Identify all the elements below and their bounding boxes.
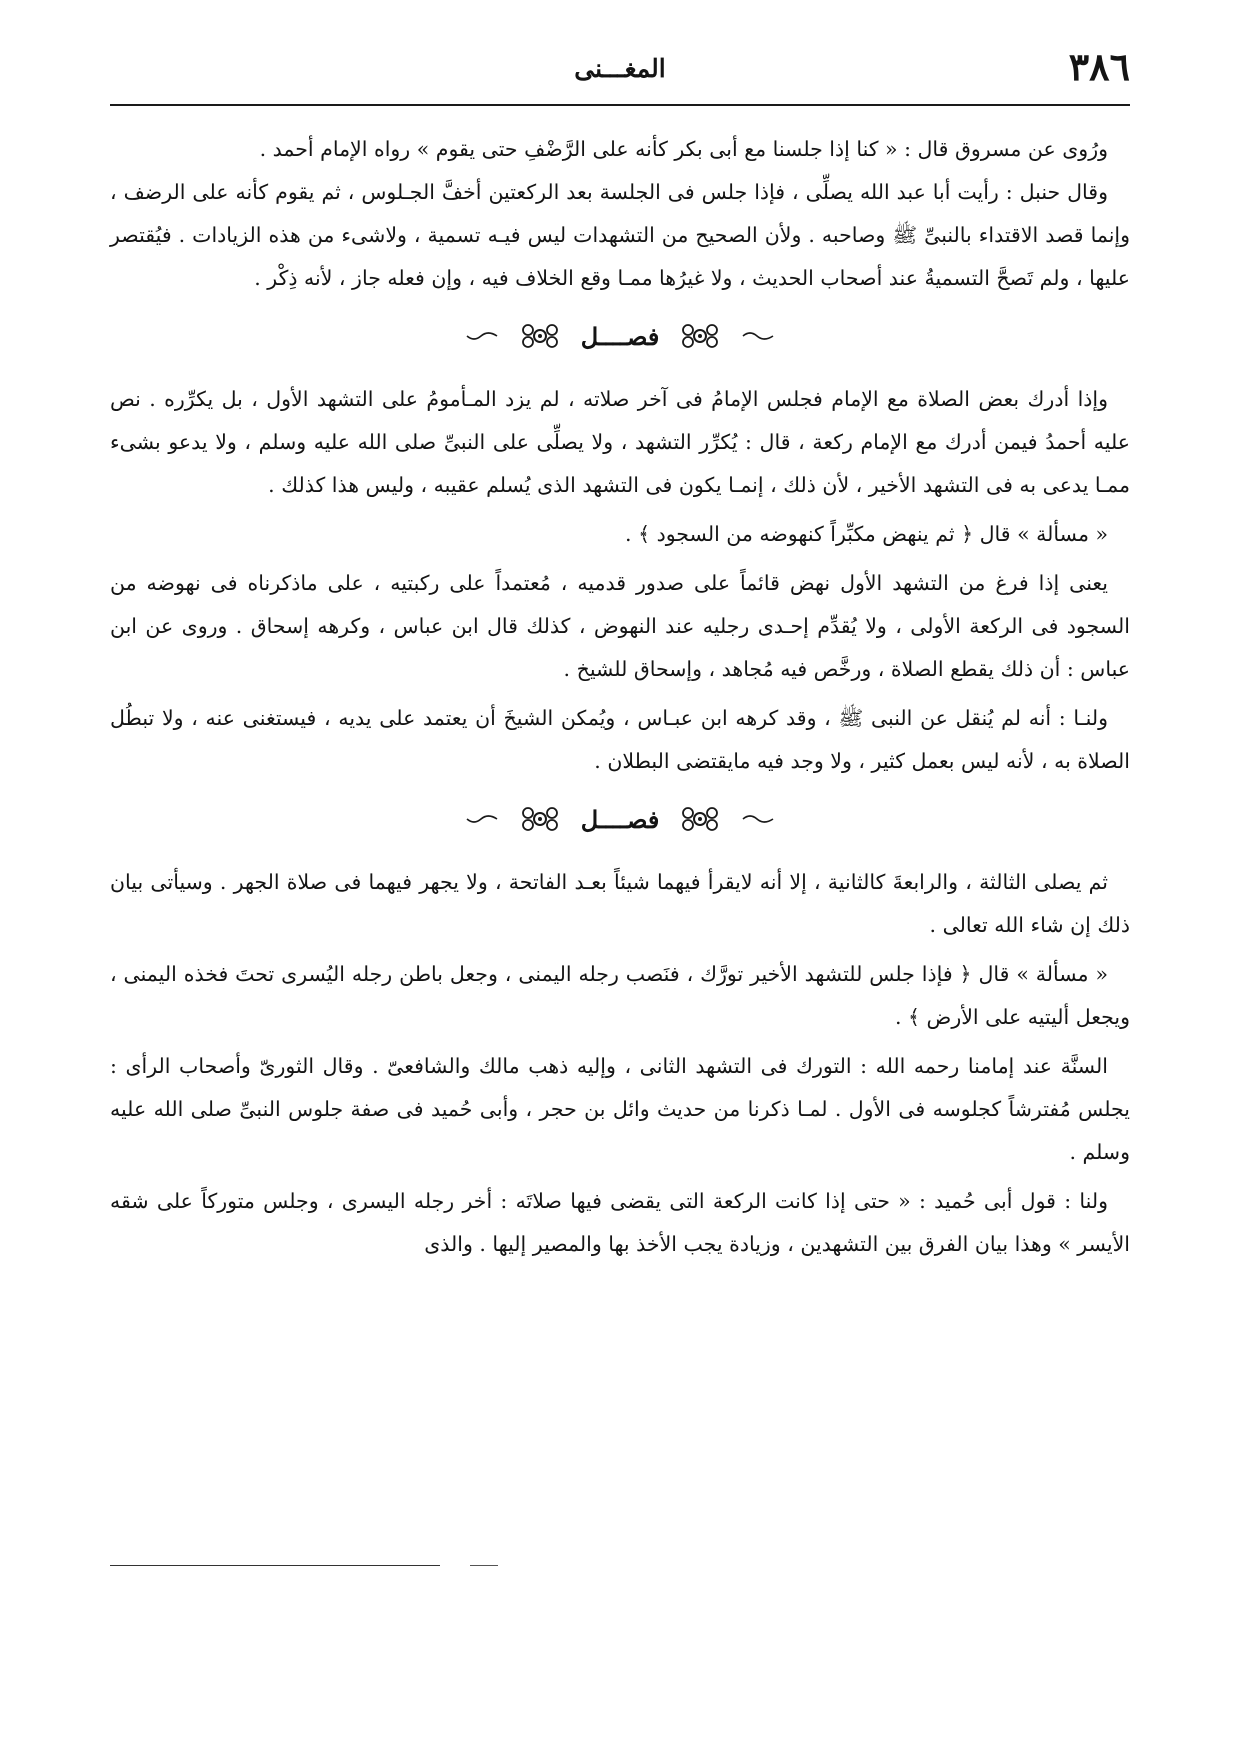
body-paragraph: يعنى إذا فرغ من التشهد الأول نهض قائماً على صدور قدميه ، مُعتمداً على ركبتيه ، على ماذكرناه فى نهوضه من السجود فى الركعة الأولى ، ولا يُقدِّم إحـدى رجليه عند النهوض ، كذلك قال ابن عباس ، وكرهه إسحاق . وروى عن ابن عباس : أن ذلك يقطع الصلاة ، ورخَّص فيه مُجاهد ، وإسحاق للشيخ . (110, 571, 1130, 681)
body-paragraph: وإذا أدرك بعض الصلاة مع الإمام فجلس الإمامُ فى آخر صلاته ، لم يزد المـأمومُ على التشهد الأول ، بل يكرِّره . نص عليه أحمدُ فيمن أدرك مع الإمام ركعة ، قال : يُكرِّر التشهد ، ولا يصلِّى على النبىِّ صلى الله عليه وسلم ، ولا يدعو بشىء ممـا يدعى به فى التشهد الأخير ، لأن ذلك ، إنمـا يكون فى التشهد الذى يُسلم عقيبه ، وليس هذا كذلك . (110, 387, 1130, 497)
section-heading-title: فصــــل (580, 804, 660, 834)
body-paragraph: السنَّة عند إمامنا رحمه الله : التورك فى التشهد الثانى ، وإليه ذهب مالك والشافعىّ . وقال الثورىّ وأصحاب الرأى : يجلس مُفترشاً كجلوسه فى الأول . لمـا ذكرنا من حديث وائل بن حجر ، وأبى حُميد فى صفة جلوس النبىِّ صلى الله عليه وسلم . (110, 1054, 1130, 1164)
page-body (110, 128, 1130, 1266)
floral-ornament-icon (517, 804, 563, 834)
section-heading (110, 789, 1130, 849)
section-heading-title: فصــــل (580, 321, 660, 351)
body-paragraph: ولنـا : أنه لم يُنقل عن النبى ﷺ ، وقد كرهه ابن عبـاس ، ويُمكن الشيخَ أن يعتمد على يديه ، فيستغنى عنه ، ولا تبطُل الصلاة به ، لأنه ليس بعمل كثير ، ولا وجد فيه مايقتضى البطلان . (110, 706, 1130, 773)
section-heading (110, 306, 1130, 366)
floral-ornament-icon (677, 804, 723, 834)
ornament-tail-icon (741, 812, 775, 826)
page-number: ٣٨٦ (1068, 44, 1130, 89)
body-paragraph: وقال حنبل : رأيت أبا عبد الله يصلِّى ، فإذا جلس فى الجلسة بعد الركعتين أخفَّ الجـلوس ، ثم يقوم كأنه على الرضف ، وإنما قصد الاقتداء بالنبىِّ ﷺ وصاحبه . ولأن الصحيح من التشهدات ليس فيـه تسمية ، ولاشىء من هذه الزيادات . فيُقتصر عليها ، ولم تَصحَّ التسميةُ عند أصحاب الحديث ، ولا غيرُها ممـا وقع الخلاف فيه ، وإن فعله جاز ، لأنه ذِكْر . (110, 180, 1130, 290)
floral-ornament-icon (677, 321, 723, 351)
body-paragraph: ولنا : قول أبى حُميد : « حتى إذا كانت الركعة التى يقضى فيها صلاتَه : أخر رجله اليسرى ، وجلس متوركاً على شقه الأيسر » وهذا بيان الفرق بين التشهدين ، وزيادة يجب الأخذ بها والمصير إليها . والذى (110, 1189, 1130, 1256)
footnote-rule (110, 1565, 440, 1566)
floral-ornament-icon (517, 321, 563, 351)
running-title: المغـــنى (574, 54, 666, 83)
ornament-tail-icon (741, 329, 775, 343)
body-paragraph: ثم يصلى الثالثة ، والرابعةَ كالثانية ، إلا أنه لايقرأ فيهما شيئاً بعـد الفاتحة ، ولا يجهر فيهما فى صلاة الجهر . وسيأتى بيان ذلك إن شاء الله تعالى . (110, 870, 1130, 937)
body-paragraph: « مسألة » قال ﴿ فإذا جلس للتشهد الأخير تورَّك ، فنَصب رجله اليمنى ، وجعل باطن رجله اليُسرى تحتَ فخذه اليمنى ، ويجعل أليتيه على الأرض ﴾ . (110, 962, 1130, 1029)
body-paragraph: ورُوى عن مسروق قال : « كنا إذا جلسنا مع أبى بكر كأنه على الرَّضْفِ حتى يقوم » رواه الإمام أحمد . (259, 137, 1108, 161)
ornament-tail-icon (465, 329, 499, 343)
footnote-mark (470, 1565, 498, 1566)
header-rule (110, 104, 1130, 106)
page-header (110, 40, 1130, 106)
body-paragraph: « مسألة » قال ﴿ ثم ينهض مكبِّراً كنهوضه من السجود ﴾ . (625, 522, 1108, 546)
ornament-tail-icon (465, 812, 499, 826)
